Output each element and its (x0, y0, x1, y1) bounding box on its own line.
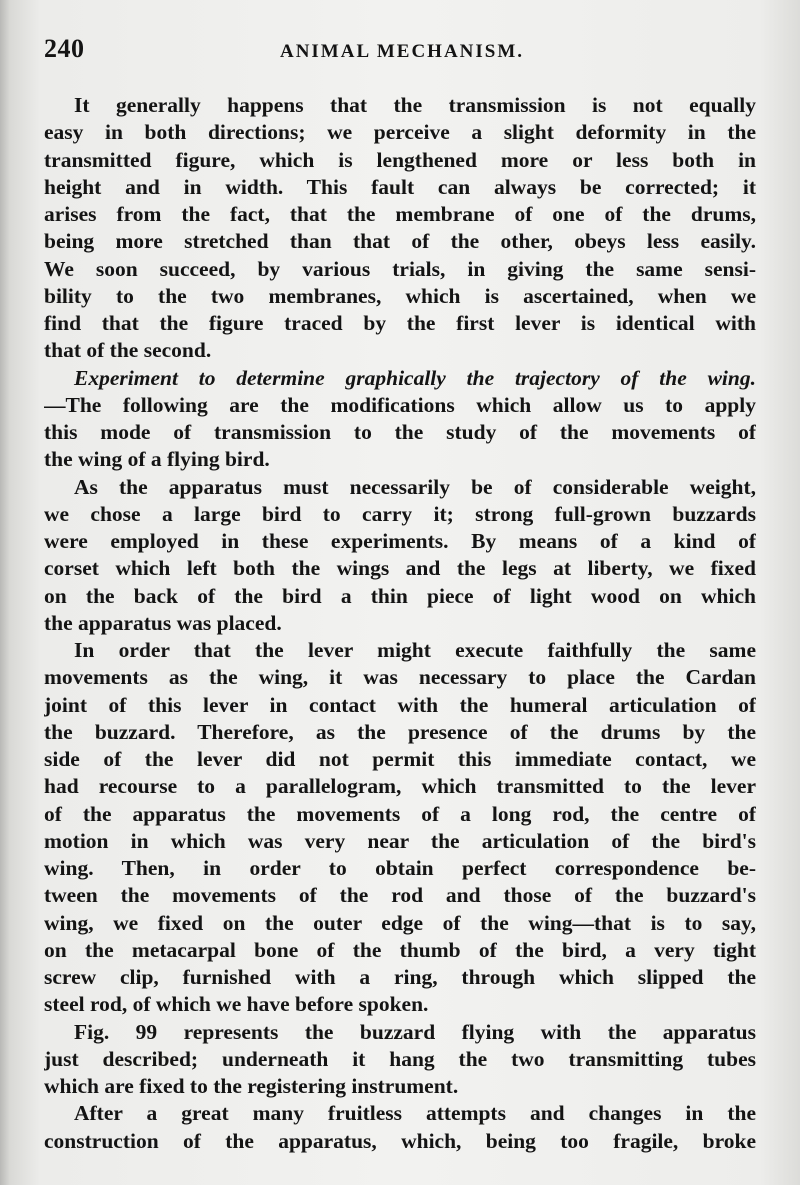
text-line: wing, we fixed on the outer edge of the wing—that is to say, (44, 910, 756, 935)
text-line: In order that the lever might execute faithfully the same (74, 638, 756, 662)
text-line: of the apparatus the movements of a long rod, the centre of (44, 801, 756, 826)
text-line: on the back of the bird a thin piece of light wood on which (44, 583, 756, 608)
text-line: side of the lever did not permit this immediate contact, we (44, 747, 756, 771)
text-line: movements as the wing, it was necessary to place the Cardan (44, 665, 756, 690)
text-line: —The following are the modifications which allow us to apply (44, 392, 756, 417)
text-line: screw clip, furnished with a ring, through which slipped the (44, 965, 756, 989)
paragraph (44, 637, 756, 1019)
paragraph (44, 365, 756, 474)
text-line: joint of this lever in contact with the humeral articulation of (44, 692, 756, 717)
text-line: arises from the fact, that the membrane of one of the drums, (44, 202, 756, 226)
text-line: construction of the apparatus, which, being too fragile, broke (44, 1128, 756, 1153)
text-line: the apparatus was placed. (44, 610, 282, 635)
section-heading: Experiment to determine graphically the trajectory of the wing. (74, 365, 756, 390)
text-line: on the metacarpal bone of the thumb of the bird, a very tight (44, 937, 756, 962)
text-line: transmitted figure, which is lengthened more or less both in (44, 147, 756, 172)
text-line: that of the second. (44, 338, 212, 363)
text-line: the wing of a flying bird. (44, 447, 270, 472)
text-line: We soon succeed, by various trials, in giving the same sensi- (44, 256, 756, 281)
text-line: easy in both directions; we perceive a slight deformity in the (44, 120, 756, 145)
text-line: the buzzard. Therefore, as the presence of the drums by the (44, 719, 756, 744)
text-line: tween the movements of the rod and those of the buzzard's (44, 883, 756, 908)
text-line: were employed in these experiments. By means of a kind of (44, 529, 756, 553)
text-line: Fig. 99 represents the buzzard flying with the apparatus (74, 1019, 756, 1044)
text-line: find that the figure traced by the first lever is identical with (44, 311, 756, 335)
text-line: It generally happens that the transmission is not equally (74, 93, 756, 117)
text-line: bility to the two membranes, which is ascertained, when we (44, 283, 756, 308)
text-line: which are fixed to the registering instrument. (44, 1074, 459, 1098)
text-line: being more stretched than that of the other, obeys less easily. (44, 229, 756, 254)
text-line: As the apparatus must necessarily be of considerable weight, (74, 474, 756, 499)
text-line: wing. Then, in order to obtain perfect correspondence be- (44, 856, 756, 880)
page-header (44, 34, 760, 68)
text-line: we chose a large bird to carry it; strong full-grown buzzards (44, 501, 756, 526)
paragraph (44, 474, 756, 638)
text-line: motion in which was very near the articulation of the bird's (44, 828, 756, 853)
text-line: After a great many fruitless attempts and changes in the (74, 1101, 756, 1126)
running-head: ANIMAL MECHANISM. (279, 41, 525, 62)
body-text (44, 92, 756, 1155)
text-line: had recourse to a parallelogram, which transmitted to the lever (44, 774, 756, 799)
text-line: steel rod, of which we have before spoken. (44, 992, 429, 1017)
text-line: just described; underneath it hang the two transmitting tubes (44, 1046, 756, 1071)
page-number: 240 (44, 34, 85, 63)
paragraph (44, 1100, 756, 1155)
paragraph (44, 1019, 756, 1101)
text-line: height and in width. This fault can always be corrected; it (44, 174, 756, 199)
paragraph (44, 92, 756, 365)
text-line: corset which left both the wings and the legs at liberty, we fixed (44, 556, 756, 581)
text-line: this mode of transmission to the study of the movements of (44, 420, 756, 444)
